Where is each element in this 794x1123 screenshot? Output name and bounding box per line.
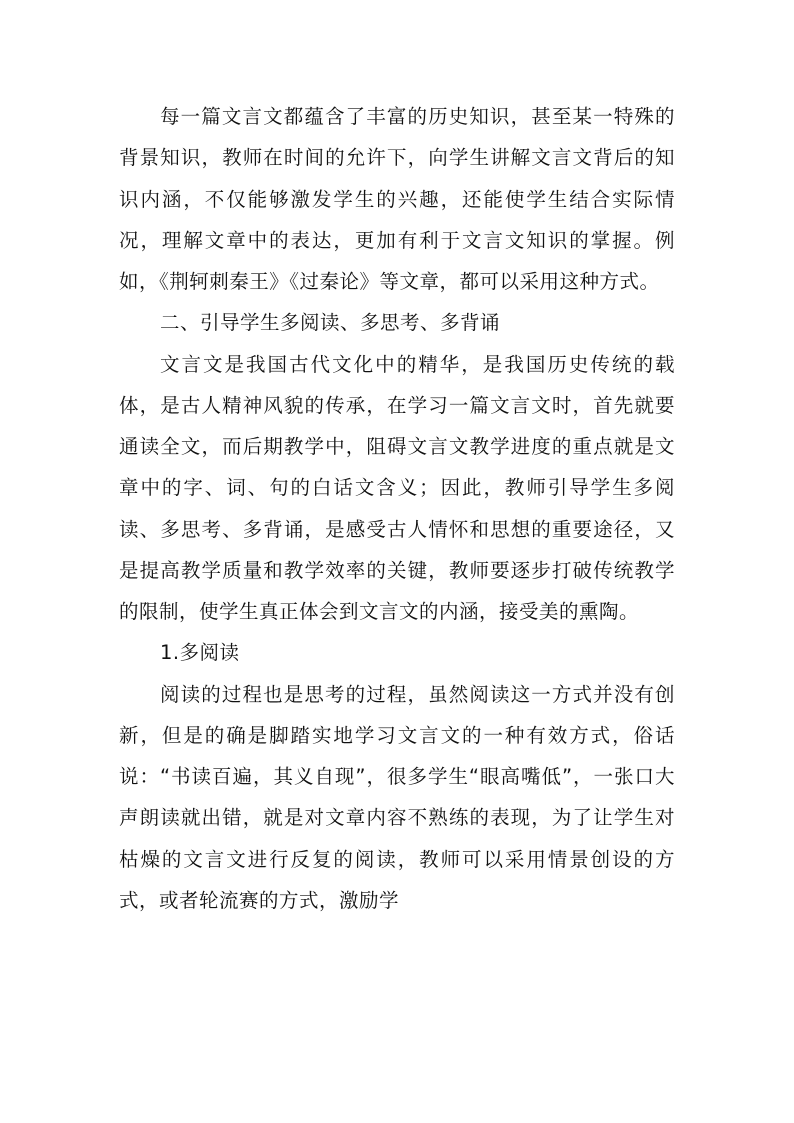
paragraph-reading-process: 阅读的过程也是思考的过程，虽然阅读这一方式并没有创新，但是的确是脚踏实地学习文言文的一种有效方式，俗话说：“书读百遍，其义自现”，很多学生“眼高嘴低”，一张口大声朗读就出错，就是对文章内容不熟练的表现，为了让学生对枯燥的文言文进行反复的阅读，教师可以采用情景创设的方式，或者轮流赛的方式，激励学 [119,682,675,912]
body-text [119,96,675,921]
paragraph-classical-chinese-essence: 文言文是我国古代文化中的精华，是我国历史传统的载体，是古人精神风貌的传承，在学习一篇文言文时，首先就要通读全文，而后期教学中，阻碍文言文教学进度的重点就是文章中的字、词、句的白话文含义；因此，教师引导学生多阅读、多思考、多背诵，是感受古人情怀和思想的重要途径，又是提高教学质量和教学效率的关键，教师要逐步打破传统教学的限制，使学生真正体会到文言文的内涵，接受美的熏陶。 [119,352,675,623]
subheading-read-more: 1.多阅读 [159,641,240,665]
section-heading-guide-students: 二、引导学生多阅读、多思考、多背诵 [159,311,500,335]
paragraph-history-knowledge: 每一篇文言文都蕴含了丰富的历史知识，甚至某一特殊的背景知识，教师在时间的允许下，向学生讲解文言文背后的知识内涵，不仅能够激发学生的兴趣，还能使学生结合实际情况，理解文章中的表达，更加有利于文言文知识的掌握。例如，《荆轲刺秦王》《过秦论》等文章，都可以采用这种方式。 [119,105,675,293]
